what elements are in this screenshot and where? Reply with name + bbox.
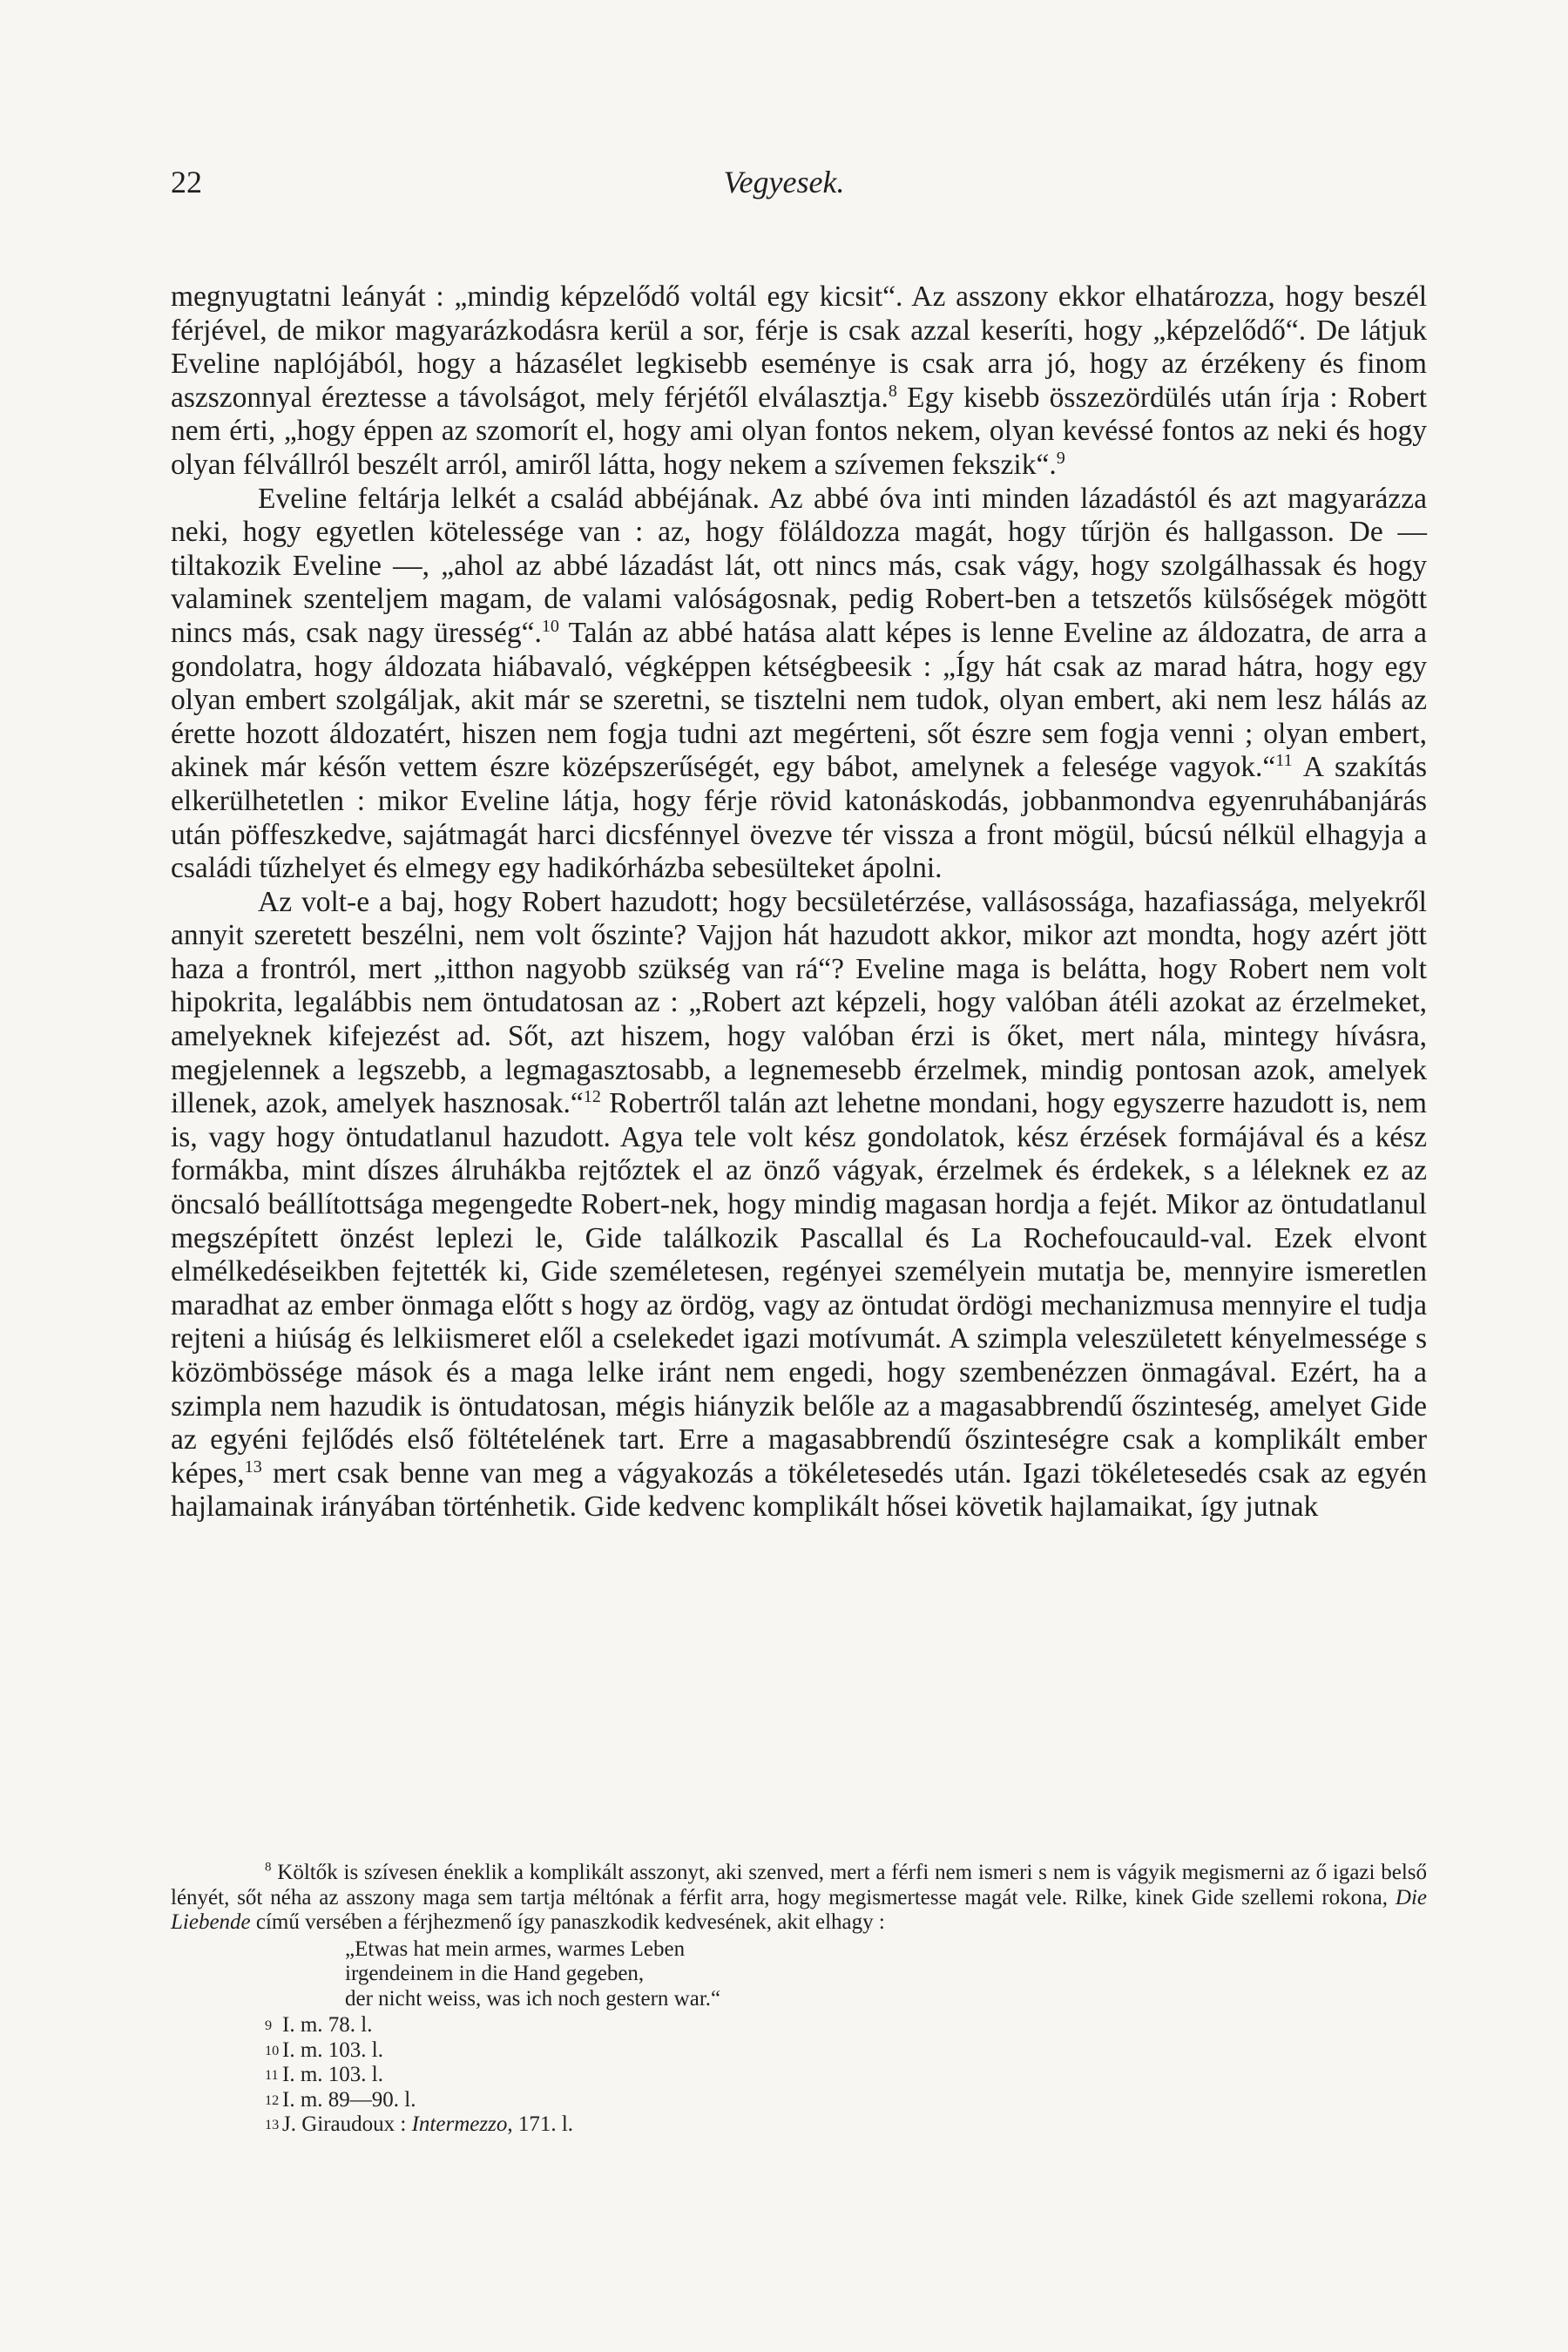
footnote-text: című versében a férjhezmenő így panaszkodik kedvesének, akit elhagy : bbox=[250, 1910, 885, 1934]
paragraph-text: Egy kisebb összezördülés után írja : Robert nem érti, „hogy éppen az szomorít el, hogy ami olyan fontos nekem, olyan kevéssé fontos az neki és hogy olyan félvállról beszélt arról, amiről látta, hogy nekem a szívemen fekszik“. bbox=[171, 381, 1427, 481]
footnote-text: I. m. 103. l. bbox=[282, 2038, 383, 2062]
paragraph-text: mert csak benne van meg a vágyakozás a tökéletesedés után. Igazi tökéletesedés csak az egyén hajlamainak irányában történhetik. Gide kedvenc komplikált hősei követik hajlamaikat, így jutnak bbox=[171, 1456, 1427, 1524]
footnote-number: 11 bbox=[265, 2067, 279, 2083]
footnote-marker: 13 bbox=[244, 1456, 262, 1477]
paragraph bbox=[171, 280, 1427, 483]
footnote-marker: 9 bbox=[1056, 448, 1065, 468]
footnote-13 bbox=[171, 2112, 1427, 2138]
paragraph-text: Robertről talán azt lehetne mondani, hogy egyszerre hazudott is, nem is, vagy hogy öntudatlanul hazudott. Agya tele volt kész gondolatok, kész érzések formájával és a kész formákba, mint díszes álruhákba rejtőztek el az önző vágyak, érzelmek és érdekek, s a léleknek ez az öncsaló beállítottsága megengedte Robert-nek, hogy mindig magasan hordja a fejét. Mikor az öntudatlanul megszépített önzést leplezi le, Gide találkozik Pascallal és La Rochefoucauld-val. Ezek elvont elmélkedéseikben fejtették ki, Gide személetesen, regényei személyein mutatja be, mennyire ismeretlen maradhat az ember önmaga előtt s hogy az ördög, vagy az öntudat ördögi mechanizmusa mennyire el tudja rejteni a hiúság és lelkiismeret elől a cselekedet igazi motívumát. A szimpla veleszületett kényelmessége s közömbössége mások és a maga lelke iránt nem engedi, hogy szembenézzen önmagával. Ezért, ha a szimpla nem hazudik is öntudatosan, mégis hiányzik belőle az a magasabbrendű őszinteség, amelyet Gide az egyéni fejlődés első föltételének tart. Erre a magasabbrendű őszinteségre csak a komplikált ember képes, bbox=[171, 1087, 1427, 1490]
footnote-marker: 8 bbox=[888, 381, 897, 401]
footnote-text: Költők is szívesen éneklik a komplikált asszonyt, aki szenved, mert a férfi nem ismeri s nem is vágyik megismerni az ő igazi belső lényét, sőt néha az asszony maga sem tartja méltónak a férfit arra, hogy megismertesse magát vele. Rilke, kinek Gide szellemi rokona, bbox=[171, 1861, 1428, 1909]
footnote-number: 12 bbox=[265, 2092, 280, 2108]
footnote-number: 10 bbox=[265, 2042, 280, 2058]
footnote-title: Intermezzo bbox=[411, 2112, 508, 2136]
page-number: 22 bbox=[171, 165, 202, 199]
footnote-number: 9 bbox=[265, 2017, 273, 2033]
paragraph-text: A szakítás elkerülhetetlen : mikor Eveline látja, hogy férje rövid katonáskodás, jobbanmondva egyenruhábanjárás után pöffeszkedve, sajátmagát harci dicsfénnyel övezve tér vissza a front mögül, búcsú nélkül elhagyja a családi tűzhelyet és elmegy egy hadikórházba sebesülteket ápolni. bbox=[171, 751, 1427, 885]
verse-quote bbox=[171, 1937, 1427, 2012]
footnote-8 bbox=[171, 1861, 1427, 1936]
footnote-12 bbox=[171, 2088, 1427, 2113]
verse-line: der nicht weiss, was ich noch gestern war.“ bbox=[345, 1986, 721, 2011]
main-text bbox=[171, 280, 1427, 1524]
paragraph-text: Az volt-e a baj, hogy Robert hazudott; hogy becsületérzése, vallásossága, hazafiassága, melyekről annyit szeretett beszélni, nem volt őszinte? Vajjon hát hazudott akkor, mikor azt mondta, hogy azért jött haza a frontról, mert „itthon nagyobb szükség van rá“? Eveline maga is belátta, hogy Robert nem volt hipokrita, legalábbis nem öntudatosan az : „Robert azt képzeli, hogy valóban átéli azokat az érzelmeket, amelyeknek kifejezést ad. Sőt, azt hiszem, hogy valóban érzi is őket, mert nála, mintegy hívásra, megjelennek a legszebb, a legmagasztosabb, a legnemesebb érzelmek, mindig pontosan azok, amelyek illenek, azok, amelyek hasznosak.“ bbox=[171, 885, 1427, 1120]
footnote-text: I. m. 89—90. l. bbox=[282, 2087, 416, 2112]
footnote-text: I. m. 78. l. bbox=[282, 2013, 373, 2037]
paragraph-text: Talán az abbé hatása alatt képes is lenne Eveline az áldozatra, de arra a gondolatra, hogy áldozata hiábavaló, végképpen kétségbeesik : „Így hát csak az marad hátra, hogy egy olyan embert szolgáljak, akit már se szeretni, se tisztelni nem tudok, olyan embert, aki nem lesz hálás az érette hozott áldozatért, hiszen nem fogja tudni azt megérteni, sőt észre sem fogja venni ; olyan embert, akinek már későn vettem észre középszerűségét, egy bábot, amelynek a felesége vagyok.“ bbox=[171, 616, 1427, 784]
footnote-number: 13 bbox=[265, 2117, 280, 2132]
paragraph bbox=[171, 483, 1427, 886]
footnote-9 bbox=[171, 2013, 1427, 2038]
verse-line: irgendeinem in die Hand gegeben, bbox=[345, 1962, 645, 1985]
footnote-11 bbox=[171, 2063, 1427, 2088]
footnote-10 bbox=[171, 2038, 1427, 2064]
page-header bbox=[171, 164, 1397, 207]
footnote-text: , 171. l. bbox=[507, 2112, 574, 2136]
footnote-number: 8 bbox=[265, 1860, 272, 1875]
footnotes bbox=[171, 1861, 1427, 2138]
footnote-marker: 12 bbox=[583, 1087, 601, 1107]
footnote-marker: 10 bbox=[541, 616, 559, 636]
footnote-title: Die Liebende bbox=[171, 1885, 1427, 1934]
paragraph-text: Eveline feltárja lelkét a család abbéjának. Az abbé óva inti minden lázadástól és azt magyarázza neki, hogy egyetlen kötelessége van : az, hogy föláldozza magát, hogy tűrjön és hallgasson. De — tiltakozik Eveline —, „ahol az abbé lázadást lát, ott nincs más, csak vágy, hogy szolgálhassak és hogy valaminek szenteljem magam, de valami valóságosnak, pedig Robert-ben a tetszetős külsőségek mögött nincs más, csak nagy üresség“. bbox=[171, 482, 1427, 649]
verse-line: „Etwas hat mein armes, warmes Leben bbox=[345, 1936, 686, 1961]
footnote-text: I. m. 103. l. bbox=[282, 2063, 383, 2086]
paragraph bbox=[171, 886, 1427, 1524]
paragraph-text: megnyugtatni leányát : „mindig képzelődő voltál egy kicsit“. Az asszony ekkor elhatározza, hogy beszél férjével, de mikor magyarázkodásra kerül a sor, férje is csak azzal keseríti, hogy „képzelődő“. De látjuk Eveline naplójából, hogy a házasélet legkisebb eseménye is csak arra jó, hogy az érzékeny és finom aszszonnyal éreztesse a távolságot, mely férjétől elválasztja. bbox=[171, 280, 1427, 414]
footnote-marker: 11 bbox=[1275, 751, 1293, 771]
running-title: Vegyesek. bbox=[723, 165, 845, 199]
footnote-text: J. Giraudoux : bbox=[282, 2112, 412, 2136]
